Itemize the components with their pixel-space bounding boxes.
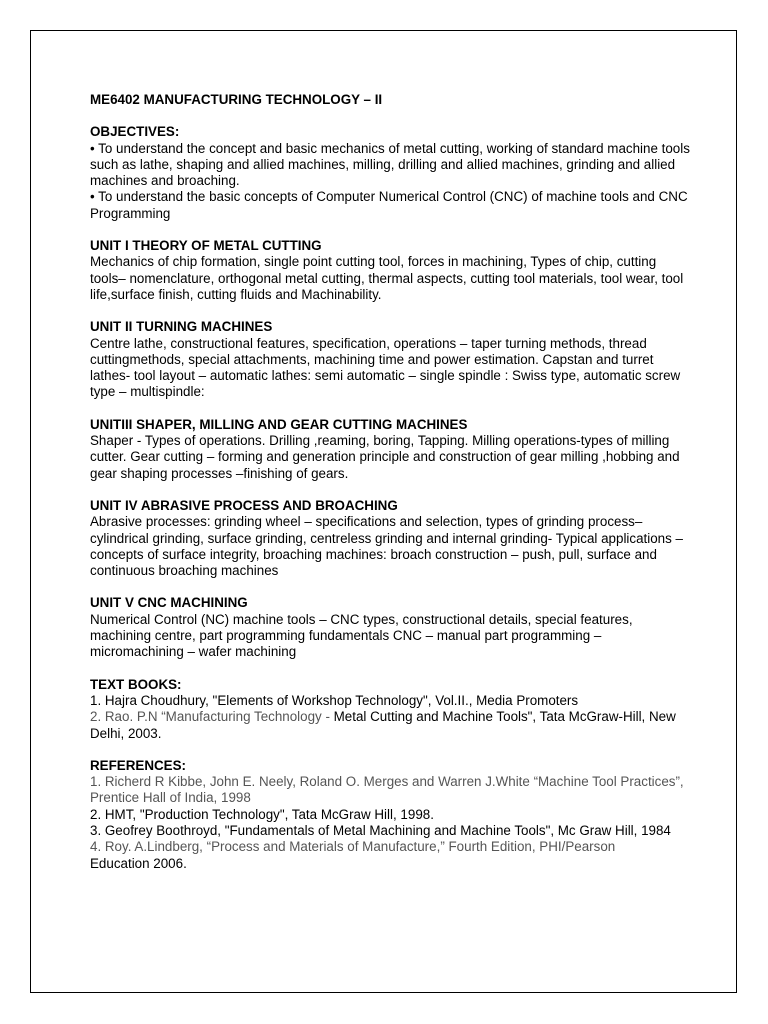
reference-item: 2. HMT, "Production Technology", Tata McGraw Hill, 1998. [90,806,434,822]
unit-3-body: Shaper - Types of operations. Drilling ,reaming, boring, Tapping. Milling operations-types of milling cutter. Gear cutting – forming and generation principle and construction of gear milling ,hobbing and gear shaping processes –finishing of gears. [90,433,680,481]
unit-2-body: Centre lathe, constructional features, specification, operations – taper turning methods, thread cuttingmethods, special attachments, machining time and power estimation. Capstan and turret lathes- tool layout – automatic lathes: semi automatic – single spindle : Swiss type, automatic screw type – multispindle: [90,335,681,400]
syllabus-document [90,92,690,888]
reference-item: 1. Richerd R Kibbe, John E. Neely, Roland O. Merges and Warren J.White “Machine Tool Practices”, Prentice Hall of India, 1998 [90,774,684,806]
unit-5-section [90,595,690,660]
unit-2-heading: UNIT II TURNING MACHINES [90,319,273,335]
unit-4-heading: UNIT IV ABRASIVE PROCESS AND BROACHING [90,497,398,513]
reference-item [90,839,690,872]
objective-item: • To understand the basic concepts of Computer Numerical Control (CNC) of machine tools and CNC Programming [90,189,688,221]
unit-5-heading: UNIT V CNC MACHINING [90,595,248,611]
unit-1-section [90,238,690,303]
text-book-item: 1. Hajra Choudhury, "Elements of Workshop Technology", Vol.II., Media Promoters [90,692,579,708]
unit-3-heading: UNITIII SHAPER, MILLING AND GEAR CUTTING MACHINES [90,416,468,432]
objectives-section [90,124,690,222]
text-book-item-part: Metal Cutting and Machine Tools", Tata McGraw-Hill, New Delhi, 2003. [90,709,676,741]
unit-2-section [90,319,690,400]
text-books-section [90,677,690,742]
text-books-heading: TEXT BOOKS: [90,676,182,692]
unit-1-body: Mechanics of chip formation, single point cutting tool, forces in machining, Types of chip, cutting tools– nomenclature, orthogonal metal cutting, thermal aspects, cutting tool materials, tool wear, tool life,surface finish, cutting fluids and Machinability. [90,254,684,302]
text-book-item [90,709,690,742]
objective-item: • To understand the concept and basic mechanics of metal cutting, working of standard machine tools such as lathe, shaping and allied machines, milling, drilling and allied machines, grinding and allied machines and broaching. [90,140,690,189]
unit-4-section [90,498,690,579]
reference-item: 3. Geofrey Boothroyd, "Fundamentals of Metal Machining and Machine Tools", Mc Graw Hill, 1984 [90,822,671,838]
references-heading: REFERENCES: [90,757,186,773]
objectives-heading: OBJECTIVES: [90,124,180,140]
document-title: ME6402 MANUFACTURING TECHNOLOGY – II [90,92,383,107]
unit-4-body: Abrasive processes: grinding wheel – specifications and selection, types of grinding process– cylindrical grinding, surface grinding, centreless grinding and internal grinding- Typical applications –concepts of surface integrity, broaching machines: broach construction – push, pull, surface and continuous broaching machines [90,514,683,579]
reference-item-part: Education 2006. [90,855,187,871]
unit-3-section [90,417,690,482]
unit-1-heading: UNIT I THEORY OF METAL CUTTING [90,238,322,254]
text-book-item-part: 2. Rao. P.N “Manufacturing Technology - [90,709,334,725]
unit-5-body: Numerical Control (NC) machine tools – CNC types, constructional details, special features, machining centre, part programming fundamentals CNC – manual part programming – micromachining – wafer machining [90,611,633,660]
reference-item-part: 4. Roy. A.Lindberg, “Process and Materials of Manufacture,” Fourth Edition, PHI/Pearson [90,839,616,855]
references-section [90,758,690,872]
